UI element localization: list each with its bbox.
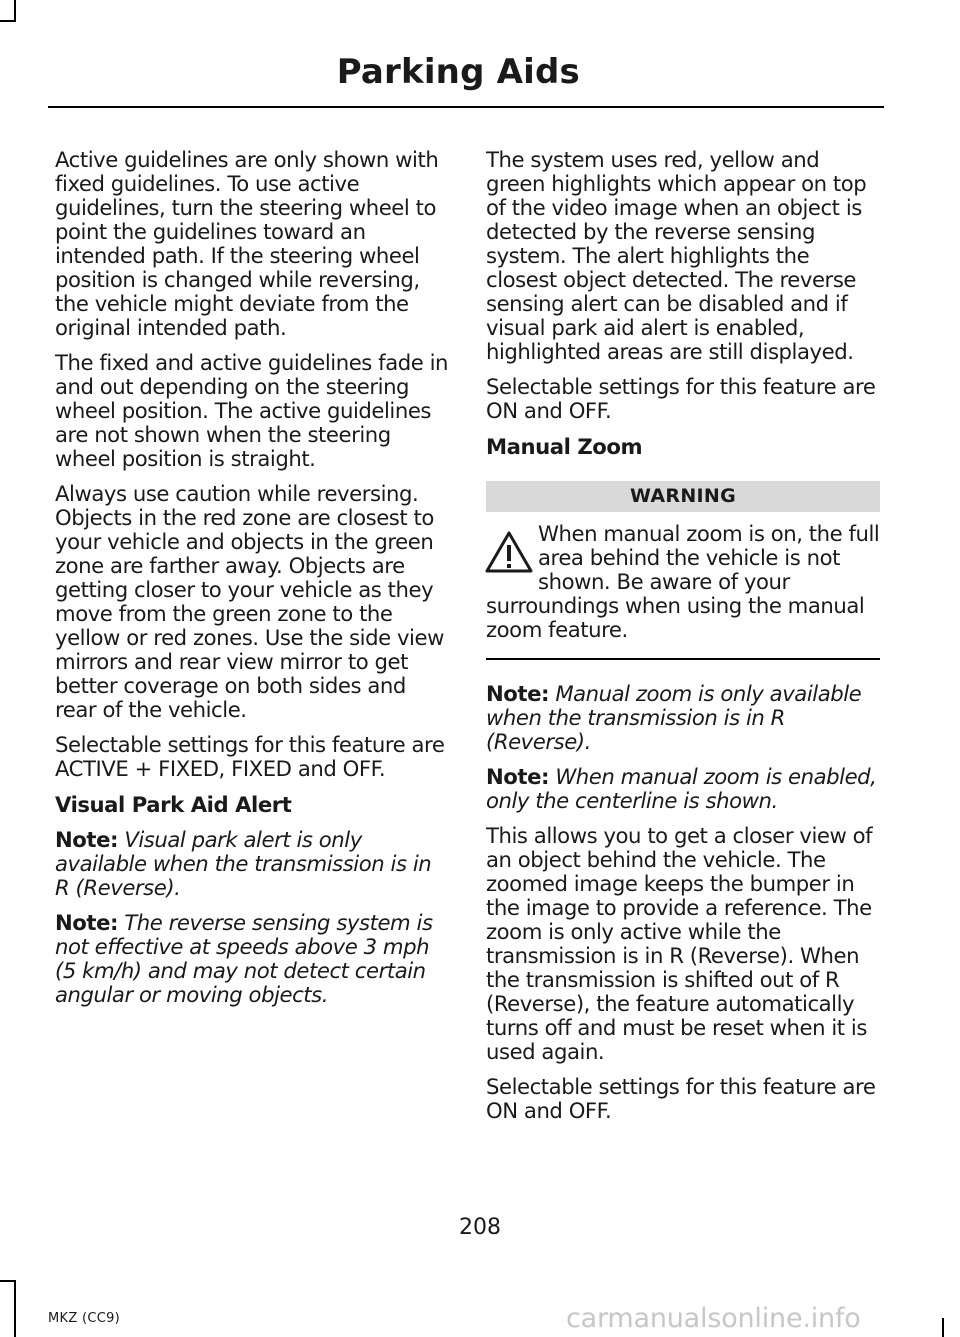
paragraph: Active guidelines are only shown with fixed guidelines. To use active guidelines, turn the steering wheel to point the guidelines toward an intended path. If the steering wheel position is changed while reversing, the vehicle might deviate from the original intended path.	[55, 147, 439, 340]
header-divider	[48, 106, 884, 108]
note-label: Note:	[486, 764, 550, 789]
crop-mark	[0, 20, 16, 22]
note	[55, 911, 448, 1007]
paragraph: Always use caution while reversing. Objects in the red zone are closest to your vehicle and objects in the green zone are farther away. Objects are getting closer to your vehicle as they move from the green zone to the yellow or red zones. Use the side view mirrors and rear view mirror to get better coverage on both sides and rear of the vehicle.	[55, 481, 444, 722]
note-label: Note:	[486, 681, 550, 706]
paragraph: Selectable settings for this feature are ON and OFF.	[486, 374, 876, 423]
note-label: Note:	[55, 827, 119, 852]
note	[486, 682, 880, 754]
note-text: Manual zoom is only available when the transmission is in R (Reverse).	[486, 681, 862, 754]
watermark: carmanualsonline.info	[566, 1303, 861, 1334]
model-code: MKZ (CC9)	[48, 1311, 121, 1326]
warning-text: When manual zoom is on, the full area behind the vehicle is not shown. Be aware of your surroundings when using the manual zoom feature.	[486, 521, 880, 642]
section-heading: Manual Zoom	[486, 434, 643, 459]
paragraph: Selectable settings for this feature are ACTIVE + FIXED, FIXED and OFF.	[55, 732, 445, 781]
note-text: Visual park alert is only available when the transmission is in R (Reverse).	[55, 827, 432, 900]
note	[55, 828, 448, 900]
note-text: When manual zoom is enabled, only the centerline is shown.	[486, 764, 877, 813]
crop-mark	[14, 0, 16, 22]
warning-banner: WARNING	[486, 481, 880, 512]
crop-mark	[14, 1280, 16, 1337]
right-column	[486, 148, 880, 1134]
crop-mark	[0, 1280, 16, 1282]
paragraph: The fixed and active guidelines fade in and out depending on the steering wheel position. The active guidelines are not shown when the steering wheel position is straight.	[55, 350, 449, 471]
note-text: The reverse sensing system is not effective at speeds above 3 mph (5 km/h) and may not detect certain angular or moving objects.	[55, 910, 433, 1007]
note-label: Note:	[55, 910, 119, 935]
paragraph: Selectable settings for this feature are ON and OFF.	[486, 1074, 876, 1123]
note	[486, 765, 880, 813]
crop-mark	[942, 1318, 944, 1337]
page-title: Parking Aids	[336, 52, 580, 92]
paragraph: The system uses red, yellow and green highlights which appear on top of the video image when an object is detected by the reverse sensing system. The alert highlights the closest object detected. The reverse sensing alert can be disabled and if visual park aid alert is enabled, highlighted areas are still displayed.	[486, 147, 867, 364]
warning-divider	[486, 658, 880, 660]
warning-triangle-icon	[484, 530, 534, 574]
left-column	[55, 148, 448, 1018]
paragraph: This allows you to get a closer view of an object behind the vehicle. The zoomed image keeps the bumper in the image to provide a reference. The zoom is only active while the transmission is in R (Reverse). When the transmission is shifted out of R (Reverse), the feature automatically turns off and must be reset when it is used again.	[486, 823, 873, 1064]
warning-box	[486, 522, 880, 642]
page-number: 208	[459, 1215, 501, 1240]
section-heading: Visual Park Aid Alert	[55, 792, 292, 817]
